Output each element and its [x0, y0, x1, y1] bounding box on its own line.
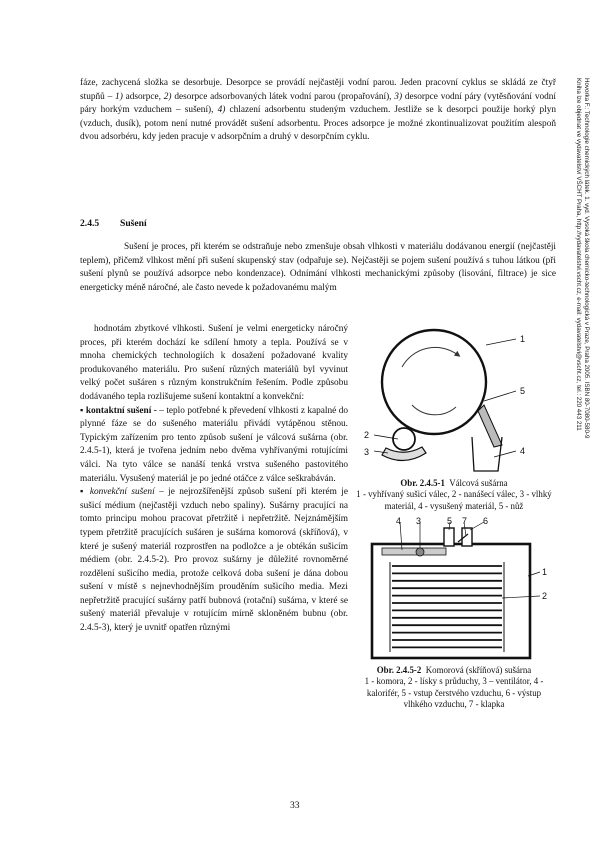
figure-label: 1: [542, 567, 548, 577]
rotation-arrow: [412, 405, 456, 415]
page-number: 33: [290, 800, 300, 811]
bullet-heading: kontaktní sušení -: [85, 405, 157, 416]
step-marker: 4): [217, 105, 226, 116]
scraper-knife: [478, 405, 502, 447]
figure-label: 6: [483, 516, 489, 526]
figure-label: 4: [396, 516, 402, 526]
caption-title: Válcová sušárna: [449, 478, 508, 488]
figure-label: 7: [462, 516, 468, 526]
dryer-chamber: [372, 544, 530, 658]
leader-line: [470, 522, 484, 530]
intro-paragraph: [80, 77, 556, 145]
figure-1-caption: [356, 478, 552, 512]
caption-legend: 1 - komora, 2 - lísky s průduchy, 3 – ventilátor, 4 - kalorifér, 5 - vstup čerstvého vzduchu, 6 - výstup vlhkého vzduchu, 7 - klapka: [364, 676, 544, 710]
intro-text: desorpce vodní páry (vytěsňování vodní páry horkým vzduchem – sušení),: [80, 91, 556, 116]
sidebar-order-info: Kniha lze objednat ve vydavatelství VŠCHT Praha, http://vydavatelstvi.vscht.cz, e-mail: vydavatelstvi@vscht.cz, tel.: 220 443 211: [574, 78, 582, 431]
figure-label: 2: [542, 591, 548, 601]
bullet-heading: konvekční sušení: [89, 487, 155, 498]
bullet-marker: ▪: [80, 487, 86, 498]
bullet-text: – je nejrozšířenější způsob sušení při kterém je sušicí médium (nejčastěji vzduch nebo spaliny). Sušárny pracující na tomto principu mohou pracovat přetržitě i nepřetržitě. Nejznámějším typem přetržitě pracujících sušáren je sušárna komorová (skříňová), v které je sušený materiál rozprostřen na podložce a je obtékán sušicím médiem (obr. 2.4.5-2). Pro provoz sušárny je důležité rovnoměrné rozdělení sušicího media, protože celková doba sušení je dána dobou sušení v místě s nejnevhodnějším prouděním sušicího media. Mezi nepřetržitě pracující sušárny patří bubnová (rotační) sušárna, v které se sušený materiál převaluje v rotujícím mírně skloněném bubnu (obr. 2.4.5-3), který je uvnitř opatřen různými: [80, 487, 349, 634]
intro-text: desorpce adsorbovaných látek vodní parou (propařování),: [171, 91, 395, 102]
figure-label: 3: [416, 516, 422, 526]
figure-label: 5: [447, 516, 453, 526]
leader-line: [486, 339, 516, 345]
intro-text: adsorpce,: [122, 91, 164, 102]
sidebar-citation: Hovorka F.: Technologie chemických látek. 1. vyd. Vysoká škola chemicko-technologická v Praze, Praha 2005. ISBN 80-7080-580-9: [583, 78, 590, 439]
body-paragraph: Sušení je proces, při kterém se odstraňuje nebo zmenšuje obsah vlhkosti v materiálu dodávanou energií (nejčastěji teplem), přičemž vlhkost mění při sušení skupenský stav (odpařuje se). Nejčastěji se pojem sušení používá s tuhou látkou (při sušení plynů se používá adsorpce nebo kondenzace). Odnímání vlhkosti mechanickými způsoby (lisování, filtrace) je sice energeticky méně náročné, ale často nevede k požadovanému malým: [80, 242, 556, 293]
section-number: 2.4.5: [80, 218, 100, 229]
leader-line: [494, 451, 516, 457]
chamber-dryer-figure: [352, 516, 552, 662]
figure-label: 4: [520, 446, 526, 456]
bullet-marker: ▪: [80, 405, 84, 416]
step-marker: 2): [163, 91, 172, 102]
leader-line: [484, 391, 516, 401]
copyright-sidebar: [568, 78, 594, 678]
drum-dryer-figure: [352, 327, 552, 477]
caption-number: Obr. 2.4.5-2: [376, 665, 422, 675]
section-heading: [80, 218, 147, 229]
heater-coil: [382, 548, 446, 555]
rotation-arrow: [402, 347, 458, 367]
fan: [416, 548, 424, 556]
column-text: hodnotám zbytkové vlhkosti. Sušení je velmi energeticky náročný proces, při kterém dochází ke sdílení hmoty a tepla. Používá se v mnoha chemických technologiích k dosažení požadované kvality produkovaného materiálu. Pro sušení různých materiálů byl vyvinut velký počet sušáren s různým konstrukčním řešením. Podle způsobu dodávaného tepla rozlišujeme sušení kontaktní a konvekční:: [80, 324, 348, 402]
figure-2-caption: [356, 665, 552, 711]
figure-label: 5: [520, 386, 526, 396]
section-title: Sušení: [120, 218, 147, 229]
figure-label: 1: [520, 334, 526, 344]
step-marker: 3): [394, 91, 403, 102]
step-marker: 1): [115, 91, 123, 102]
bullet-text: – teplo potřebné k převedení vlhkosti z kapalné do plynné fáze se do sušeného materiálu přivádí vytápěnou stěnou. Typickým zařízením pro tento způsob sušení je válcová sušárna (obr. 2.4.5-1), která je tvořena jedním nebo dvěma vyhřívanými rotujícími válci. Na tyto válce se nanáší tenká vrstva sušeného pastovitého materiálu. Vysušený materiál je po jedné otáčce z válce seškrabáván.: [80, 405, 348, 484]
caption-legend: 1 - vyhřívaný sušicí válec, 2 - nanášecí válec, 3 - vlhký materiál, 4 - vysušený materiál, 5 - nůž: [356, 489, 552, 511]
caption-number: Obr. 2.4.5-1: [400, 478, 445, 488]
intro-text: chlazení adsorbentu studeným vzduchem. Jestliže se k desorpci použije horký plyn (vzduch, dusík), potom není nutné provádět sušení adsorbentu. Proces adsorpce je možné zkontinualizovat použitím alespoň dvou adsorbéru, kdy jeden pracuje v adsorpčním a druhý v desorpčním cyklu.: [80, 105, 557, 143]
figure-label: 2: [364, 430, 370, 440]
left-column-text: [80, 323, 348, 636]
intro-text: fáze, zachycená složka se desorbuje. Desorpce se provádí nejčastěji vodní parou. Jeden pracovní cyklus se skládá ze čtyř stupňů –: [80, 78, 556, 102]
caption-title: Komorová (skříňová) sušárna: [425, 665, 532, 675]
figure-label: 3: [364, 447, 370, 457]
sidebar-text: [573, 78, 590, 678]
drying-drum: [382, 330, 486, 434]
fresh-air-inlet: [444, 528, 454, 546]
